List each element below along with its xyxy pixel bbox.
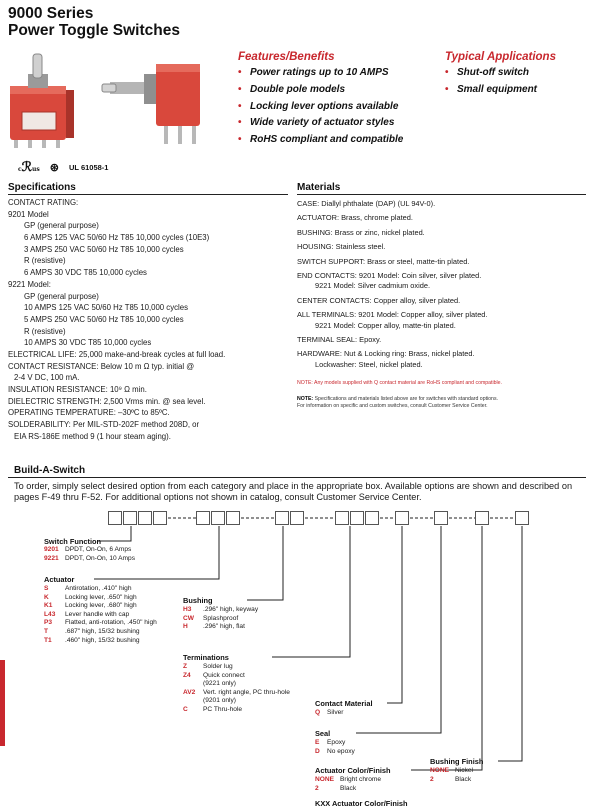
materials-heading: Materials (297, 182, 341, 193)
order-box-terminations-3[interactable] (365, 511, 379, 525)
kxx-actuator-color-label: KXX Actuator Color/Finish (315, 799, 408, 808)
option-row: CW Splashproof (183, 614, 239, 622)
switch-function-options (44, 546, 135, 563)
option-row: 9201 DPDT, On-On, 6 Amps (44, 546, 132, 553)
option-row: T1 .460" high, 15/32 bushing (44, 636, 140, 644)
spec-line: 10 AMPS 125 VAC 50/60 Hz T85 10,000 cycles (24, 303, 188, 313)
seal-label: Seal (315, 729, 331, 738)
option-row: E Epoxy (315, 739, 346, 746)
terminations-options (183, 663, 290, 715)
spec-line: GP (general purpose) (24, 291, 99, 301)
features-list (238, 65, 403, 149)
certification-marks (18, 158, 108, 176)
material-line: SWITCH SUPPORT: Brass or steel, matte-tin plated. (297, 256, 470, 266)
material-line: 9221 Model: Copper alloy, matte-tin plated. (315, 320, 456, 330)
application-item: • Small equipment (445, 83, 538, 95)
materials-divider (297, 194, 586, 195)
csa-logo-icon: ⊛ (49, 161, 59, 174)
features-heading: Features/Benefits (238, 51, 335, 63)
build-instructions: To order, simply select desired option from each category and place in the appropriate box. Available options are shown and described on pages F-49 thru F-52. For additional options not shown in catalog, consult Customer Service Center. (14, 481, 573, 503)
spec-line: 6 AMPS 30 VDC T85 10,000 cycles (24, 268, 147, 278)
option-subrow: (9221 only) (203, 680, 236, 688)
order-box-function-1[interactable] (108, 511, 122, 525)
spec-line: CONTACT RESISTANCE: Below 10 m Ω typ. initial @ (8, 361, 195, 371)
option-row: P3 Flatted, anti-rotation, .450" high (44, 619, 157, 627)
option-row: D No epoxy (315, 747, 355, 755)
order-box-bushing-2[interactable] (290, 511, 304, 525)
bushing-finish-options (430, 767, 473, 784)
terminations-label: Terminations (183, 653, 229, 662)
build-a-switch-heading: Build-A-Switch (14, 465, 86, 476)
materials-list (297, 199, 487, 374)
option-row: H3 .296" high, keyway (183, 606, 259, 613)
option-row: Z Solder lug (183, 663, 233, 670)
bushing-options (183, 606, 258, 632)
spec-line: DIELECTRIC STRENGTH: 2,500 Vrms min. @ sea level. (8, 396, 206, 406)
option-row: NONE Nickel (430, 767, 473, 774)
material-line: ALL TERMINALS: 9201 Model: Copper alloy, silver plated. (297, 310, 488, 320)
spec-line: 10 AMPS 30 VDC T85 10,000 cycles (24, 338, 152, 348)
applications-heading: Typical Applications (445, 51, 556, 63)
applications-list (445, 65, 537, 99)
spec-line: 3 AMPS 250 VAC 50/60 Hz T85 10,000 cycles (24, 244, 184, 254)
order-box-bushing-1[interactable] (275, 511, 289, 525)
contact-material-label: Contact Material (315, 699, 373, 708)
material-line: ACTUATOR: Brass, chrome plated. (297, 213, 413, 223)
spec-line: 6 AMPS 125 VAC 50/60 Hz T85 10,000 cycles (10E3) (24, 233, 210, 243)
switch-function-label: Switch Function (44, 537, 102, 546)
rohs-note: NOTE: Any models supplied with Q contact material are RoHS compliant and compatible. (297, 380, 502, 386)
spec-line: EIA RS-186E method 9 (1 hour steam aging). (14, 431, 171, 441)
material-line: 9221 Model: Silver cadmium oxide. (315, 281, 431, 291)
option-row: K1 Locking lever, .680" high (44, 602, 137, 610)
spec-line: R (resistive) (24, 326, 66, 336)
specifications-note: NOTE: Specifications and materials listed above are for switches with standard options. For information on specific and custom switches, consult Customer Service Center. (297, 396, 498, 409)
specifications-heading: Specifications (8, 182, 76, 193)
material-line: TERMINAL SEAL: Epoxy. (297, 335, 382, 345)
feature-item: • Double pole models (238, 83, 346, 95)
option-row: AV2 Vert. right angle, PC thru-hole (183, 688, 290, 696)
option-row: Z4 Quick connect (183, 671, 245, 679)
option-row: 2 Black (315, 784, 357, 792)
order-box-function-2[interactable] (123, 511, 137, 525)
specifications-divider (8, 194, 288, 195)
spec-line: GP (general purpose) (24, 221, 99, 231)
feature-item: • Wide variety of actuator styles (238, 117, 395, 129)
spec-line: R (resistive) (24, 256, 66, 266)
option-row: K Locking lever, .650" high (44, 593, 137, 601)
cul-us-logo-icon: cℛus (18, 159, 40, 175)
ul-standard: UL 61058-1 (69, 162, 109, 172)
material-line: BUSHING: Brass or zinc, nickel plated. (297, 227, 425, 237)
product-title: Power Toggle Switches (8, 22, 180, 39)
bushing-label: Bushing (183, 596, 213, 605)
build-divider (8, 477, 586, 478)
material-line: END CONTACTS: 9201 Model: Coin silver, silver plated. (297, 271, 482, 281)
spec-line: ELECTRICAL LIFE: 25,000 make-and-break cycles at full load. (8, 349, 226, 359)
product-photo-front (6, 52, 88, 150)
spec-line: 2-4 V DC, 100 mA. (14, 373, 80, 383)
order-box-terminations-1[interactable] (335, 511, 349, 525)
actuator-options (44, 585, 157, 645)
spec-line: SOLDERABILITY: Per MIL-STD-202F method 208D, or (8, 420, 200, 430)
spec-line: 9201 Model (8, 209, 49, 219)
option-subrow: (9201 only) (203, 697, 236, 705)
spec-line: 9221 Model: (8, 279, 51, 289)
seal-options (315, 739, 355, 756)
option-row: NONE Bright chrome (315, 776, 382, 783)
option-row: C PC Thru-hole (183, 705, 243, 713)
material-line: Lockwasher: Steel, nickel plated. (315, 359, 423, 369)
material-line: HARDWARE: Nut & Locking ring: Brass, nickel plated. (297, 349, 475, 359)
contact-material-options (315, 709, 344, 718)
option-row: T .687" high, 15/32 bushing (44, 627, 140, 635)
order-box-actuator-1[interactable] (196, 511, 210, 525)
series-title: 9000 Series (8, 5, 94, 22)
option-row: Q Silver (315, 709, 344, 716)
feature-item: • Power ratings up to 10 AMPS (238, 67, 389, 78)
spec-line: OPERATING TEMPERATURE: –30ºC to 85ºC. (8, 408, 170, 418)
application-item: • Shut-off switch (445, 67, 530, 78)
order-box-bushing-finish[interactable] (515, 511, 529, 525)
material-line: CASE: Diallyl phthalate (DAP) (UL 94V-0). (297, 199, 436, 208)
actuator-label: Actuator (44, 575, 75, 584)
order-box-terminations-2[interactable] (350, 511, 364, 525)
order-box-actuator-2[interactable] (211, 511, 225, 525)
order-box-contact-material[interactable] (395, 511, 409, 525)
bushing-finish-label: Bushing Finish (430, 757, 484, 766)
order-box-seal[interactable] (434, 511, 448, 525)
order-box-function-4[interactable] (153, 511, 167, 525)
material-line: CENTER CONTACTS: Copper alloy, silver plated. (297, 295, 461, 305)
option-row: L43 Lever handle with cap (44, 610, 130, 618)
feature-item: • Locking lever options available (238, 100, 399, 112)
spec-line: 5 AMPS 250 VAC 50/60 Hz T85 10,000 cycles (24, 314, 184, 324)
actuator-color-options (315, 776, 381, 793)
order-box-actuator-color[interactable] (475, 511, 489, 525)
option-row: 9221 DPDT, On-On, 10 Amps (44, 554, 135, 562)
material-line: HOUSING: Stainless steel. (297, 242, 386, 252)
spec-line: CONTACT RATING: (8, 198, 79, 207)
option-row: S Antirotation, .410" high (44, 585, 132, 592)
page-edge-tab (0, 660, 5, 746)
feature-item: • RoHS compliant and compatible (238, 134, 404, 146)
option-row: H .296" high, flat (183, 623, 245, 631)
page-title (8, 5, 180, 39)
specifications-list (8, 197, 225, 442)
option-row: 2 Black (430, 775, 472, 783)
actuator-color-label: Actuator Color/Finish (315, 766, 391, 775)
order-box-function-3[interactable] (138, 511, 152, 525)
spec-line: INSULATION RESISTANCE: 10⁹ Ω min. (8, 385, 147, 394)
product-photo-side (100, 60, 208, 150)
order-box-actuator-3[interactable] (226, 511, 240, 525)
